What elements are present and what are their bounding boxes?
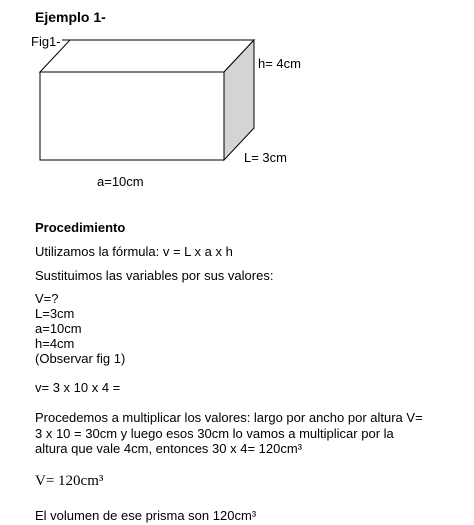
calculation-line: v= 3 x 10 x 4 = [35,380,121,395]
variable-line: h=4cm [35,336,75,351]
result-line: V= 120cm³ [35,473,104,489]
variable-line: V=? [35,291,59,306]
figure-label: Fig1- [31,34,61,49]
prism-diagram [0,0,474,200]
prism-front-face [40,72,224,160]
example-title: Ejemplo 1- [35,9,106,25]
height-dimension-label: h= 4cm [258,56,301,71]
width-dimension-label: a=10cm [97,174,144,189]
prism-top-face [40,40,254,72]
variable-line: L=3cm [35,306,75,321]
length-dimension-label: L= 3cm [244,150,287,165]
procedure-heading: Procedimiento [35,220,126,235]
figure-reference-note: (Observar fig 1) [35,351,126,366]
explanation-paragraph: Procedemos a multiplicar los valores: largo por ancho por altura V= 3 x 10 = 30cm y luego esos 30cm lo vamos a multiplicar por la altura que vale 4cm, entonces 30 x 4= 120cm³ [35,410,423,456]
variable-line: a=10cm [35,321,82,336]
substitute-line: Sustituimos las variables por sus valores: [35,268,274,283]
formula-line: Utilizamos la fórmula: v = L x a x h [35,244,233,259]
conclusion-line: El volumen de ese prisma son 120cm³ [35,508,257,523]
